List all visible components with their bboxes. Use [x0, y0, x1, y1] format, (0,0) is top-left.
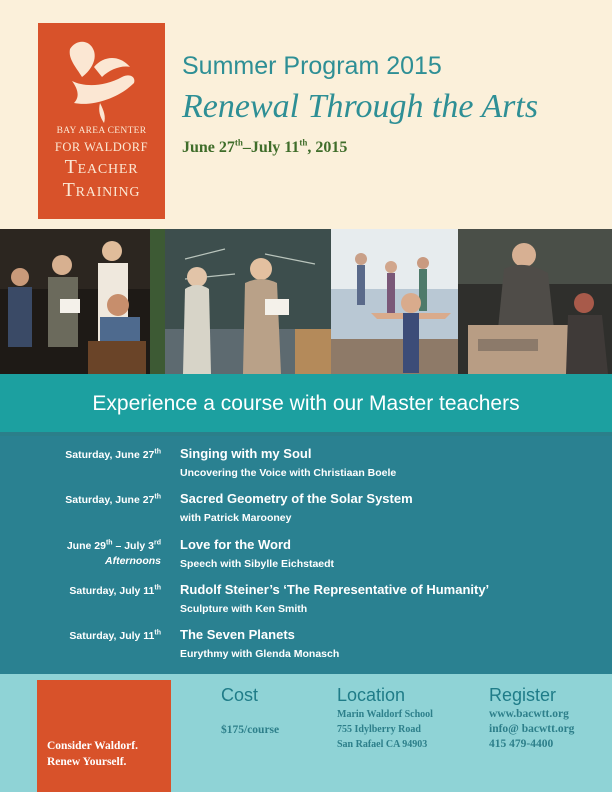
tagline-line2: Renew Yourself. [47, 756, 127, 768]
course-instructor: Uncovering the Voice with Christiaan Boele [180, 467, 397, 479]
bird-icon [64, 37, 140, 123]
end-date: July 11 [250, 139, 300, 156]
org-name-line1: BAY AREA CENTER [56, 126, 147, 136]
course-date: Saturday, July 11th [69, 629, 161, 642]
course-date: Saturday, June 27th [65, 493, 161, 506]
course-title: Love for the Word [180, 537, 291, 552]
location-line: 755 Idylberry Road [337, 724, 421, 735]
email-link[interactable]: info@ bacwtt.org [489, 723, 575, 735]
course-instructor: Sculpture with Ken Smith [180, 603, 308, 615]
start-date-suffix: th [234, 137, 243, 148]
course-row [0, 446, 612, 489]
course-row [0, 627, 612, 670]
logo [38, 23, 165, 219]
banner-text: Experience a course with our Master teachers [92, 392, 520, 415]
course-date: June 29th – July 3rd [66, 539, 161, 552]
website-link[interactable]: www.bacwtt.org [489, 708, 569, 720]
location-heading: Location [337, 685, 406, 705]
program-theme: Renewal Through the Arts [182, 88, 539, 125]
course-title: Singing with my Soul [180, 446, 312, 461]
course-instructor: with Patrick Marooney [180, 512, 292, 524]
cost-value: $175/course [221, 724, 280, 736]
photo-sculpture [458, 229, 612, 374]
course-date-note: Afternoons [105, 555, 161, 567]
course-row [0, 491, 612, 534]
location-line: Marin Waldorf School [337, 709, 433, 720]
course-schedule [0, 436, 612, 674]
photo-eurythmy [331, 229, 458, 374]
course-title: Rudolf Steiner’s ‘The Representative of Humanity’ [180, 582, 490, 597]
course-row [0, 582, 612, 625]
start-date: June 27 [182, 139, 235, 156]
course-row [0, 537, 612, 580]
course-title: Sacred Geometry of the Solar System [180, 491, 413, 506]
course-date: Saturday, June 27th [65, 448, 161, 461]
location-line: San Rafael CA 94903 [337, 739, 428, 750]
org-name-line3: Teacher [64, 156, 139, 178]
course-instructor: Eurythmy with Glenda Monasch [180, 648, 340, 660]
course-instructor: Speech with Sibylle Eichstaedt [180, 558, 335, 570]
org-name-line2: FOR WALDORF [54, 140, 149, 154]
program-title: Summer Program 2015 [182, 52, 442, 80]
photo-strip [0, 229, 612, 374]
date-separator: – [242, 139, 251, 156]
photo-classroom [165, 229, 331, 374]
program-year: , 2015 [307, 139, 348, 156]
org-name-line4: Training [62, 179, 141, 201]
banner [0, 374, 612, 432]
cost-heading: Cost [221, 685, 259, 705]
photo-singers [0, 229, 165, 374]
tagline-line1: Consider Waldorf. [47, 740, 138, 752]
end-date-suffix: th [299, 137, 308, 148]
program-dates [182, 139, 347, 157]
tagline-box [37, 680, 171, 792]
register-heading: Register [489, 685, 557, 705]
course-title: The Seven Planets [180, 627, 295, 642]
phone-number: 415 479-4400 [489, 738, 554, 750]
course-date: Saturday, July 11th [69, 584, 161, 597]
